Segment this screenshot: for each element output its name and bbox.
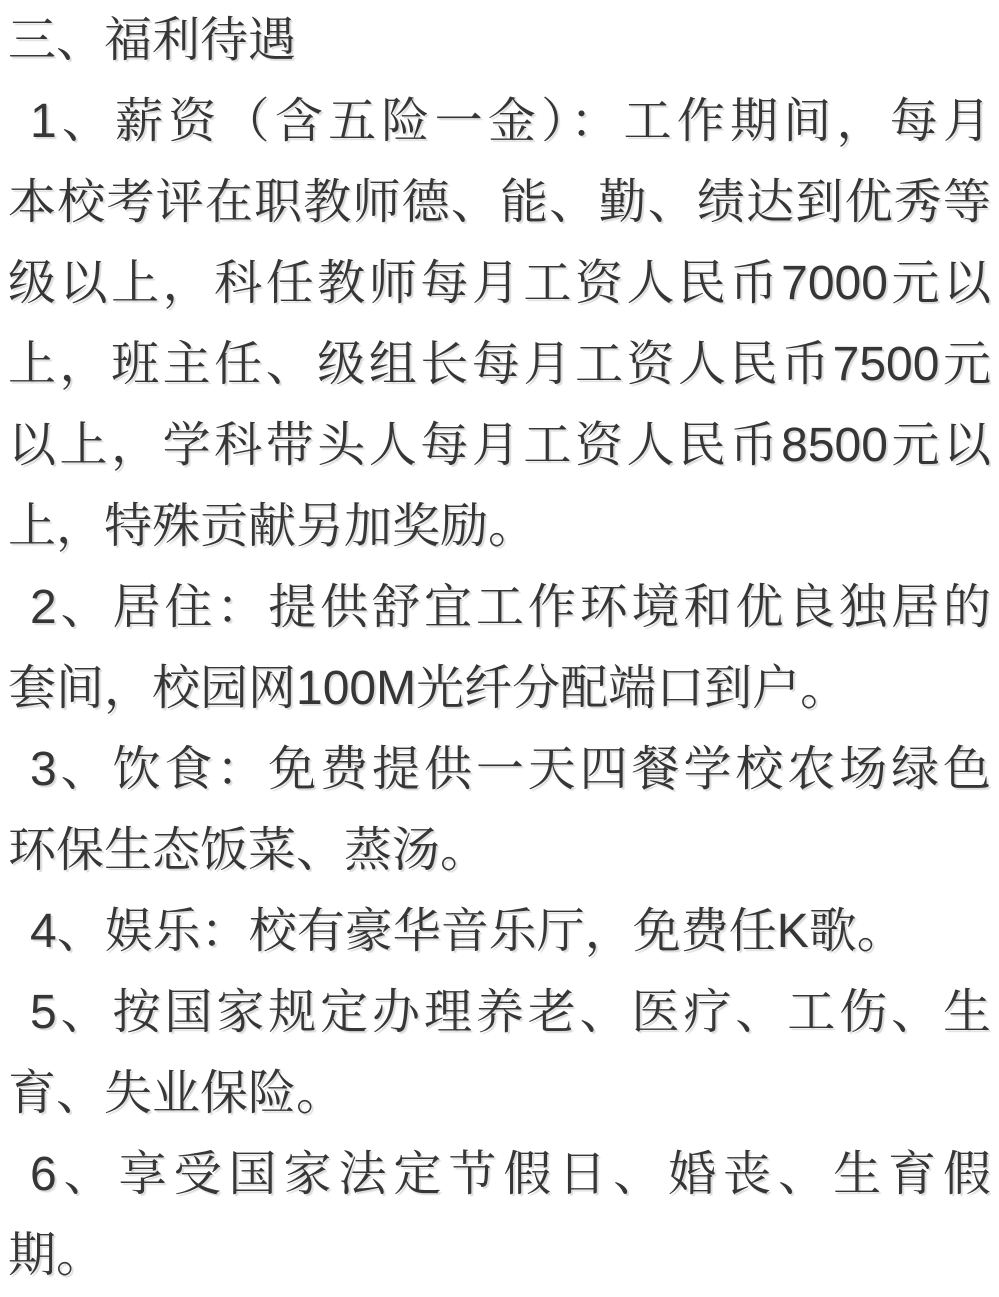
text-line: 套间，校园网100M光纤分配端口到户。 [8, 662, 849, 715]
text-line: 育、失业保险。 [8, 1067, 345, 1120]
text-line: 2、居住：提供舒宜工作环境和优良独居的 [30, 581, 991, 634]
text-line: 5、按国家规定办理养老、医疗、工伤、生 [30, 986, 991, 1039]
text-line: 级以上，科任教师每月工资人民币7000元以 [8, 257, 991, 310]
text-line: 上，特殊贡献另加奖励。 [8, 500, 537, 553]
text-line: 1、薪资（含五险一金）：工作期间，每月 [30, 95, 991, 148]
text-line: 6、享受国家法定节假日、婚丧、生育假 [30, 1148, 991, 1201]
text-line: 4、娱乐：校有豪华音乐厅，免费任K歌。 [30, 905, 905, 958]
text-line: 期。 [8, 1229, 105, 1282]
text-line: 上，班主任、级组长每月工资人民币7500元 [8, 338, 991, 391]
section-heading: 三、福利待遇 [8, 14, 297, 67]
text-line: 3、饮食：免费提供一天四餐学校农场绿色 [30, 743, 991, 796]
text-line: 环保生态饭菜、蒸汤。 [8, 824, 489, 877]
text-line: 以上，学科带头人每月工资人民币8500元以 [8, 419, 991, 472]
text-line: 本校考评在职教师德、能、勤、绩达到优秀等 [8, 176, 991, 229]
